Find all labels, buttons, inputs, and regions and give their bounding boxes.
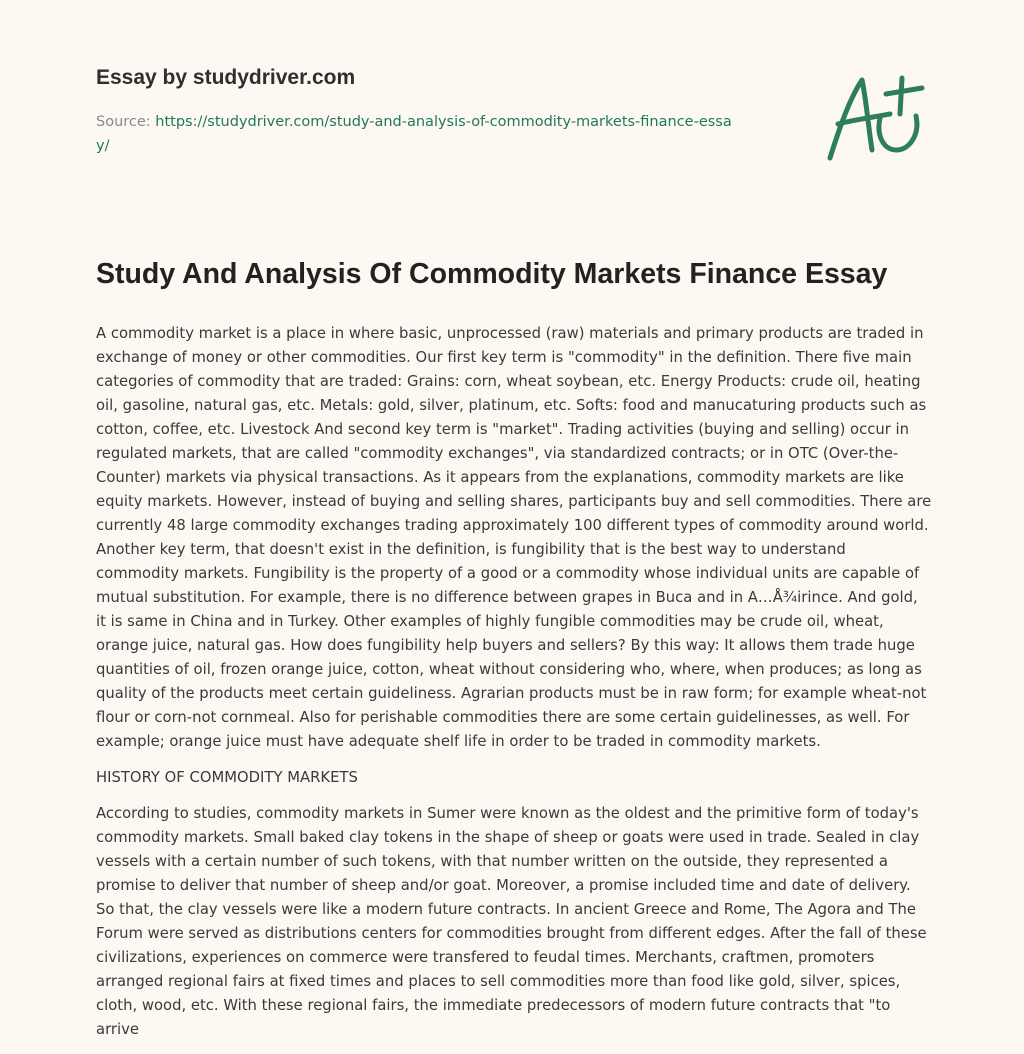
- a-plus-icon: [818, 66, 930, 166]
- article-paragraph: A commodity market is a place in where basic, unprocessed (raw) materials and primary products are traded in exchange of money or other commodities. Our first key term is "commodity" in the definition. There five main categories of commodity that are traded: Grains: corn, wheat soybean, etc. Energy Products: crude oil, heating oil, gasoline, natural gas, etc. Metals: gold, silver, platinum, etc. Softs: food and manucaturing products such as cotton, coffee, etc. Livestock And second key term is "market". Trading activities (buying and selling) occur in regulated markets, that are called "commodity exchanges", via standardized contracts; or in OTC (Over-the-Counter) markets via physical transactions. As it appears from the explanations, commodity markets are like equity markets. However, instead of buying and selling shares, participants buy and sell commodities. There are currently 48 large commodity exchanges trading approximately 100 different types of commodity around world. Another key term, that doesn't exist in the definition, is fungibility that is the best way to understand commodity markets. Fungibility is the property of a good or a commodity whose individual units are capable of mutual substitution. For example, there is no difference between grapes in Buca and in A…Å¾irince. And gold, it is same in China and in Turkey. Other examples of highly fungible commodities may be crude oil, wheat, orange juice, natural gas. How does fungibility help buyers and sellers? By this way: It allows them trade huge quantities of oil, frozen orange juice, cotton, wheat without considering who, where, when produces; as long as quality of the products meet certain guideliness. Agrarian products must be in raw form; for example wheat-not flour or corn-not cornmeal. Also for perishable commodities there are some certain guidelinesses, as well. For example; orange juice must have adequate shelf life in order to be traded in commodity markets.: [96, 325, 932, 750]
- a-plus-logo: [818, 66, 930, 166]
- article-title: Study And Analysis Of Commodity Markets Finance Essay: [96, 258, 888, 290]
- site-title: Essay by studydriver.com: [96, 66, 356, 89]
- article: [96, 252, 932, 1054]
- source-line: [96, 110, 736, 158]
- header: [96, 64, 736, 158]
- article-paragraph: According to studies, commodity markets in Sumer were known as the oldest and the primitive form of today's commodity markets. Small baked clay tokens in the shape of sheep or goats were used in trade. Sealed in clay vessels with a certain number of such tokens, with that number written on the outside, they represented a promise to deliver that number of sheep and/or goat. Moreover, a promise included time and date of delivery. So that, the clay vessels were like a modern future contracts. In ancient Greece and Rome, The Agora and The Forum were served as distributions centers for commodities brought from different edges. After the fall of these civilizations, experiences on commerce were transfered to feudal times. Merchants, craftmen, promoters arranged regional fairs at fixed times and places to sell commodities more than food like gold, silver, spices, cloth, wood, etc. With these regional fairs, the immediate predecessors of modern future contracts that "to arrive: [96, 805, 927, 1038]
- section-heading: HISTORY OF COMMODITY MARKETS: [96, 769, 358, 786]
- source-label: Source:: [96, 114, 156, 130]
- source-link[interactable]: https://studydriver.com/study-and-analysis-of-commodity-markets-finance-essay/: [96, 114, 732, 154]
